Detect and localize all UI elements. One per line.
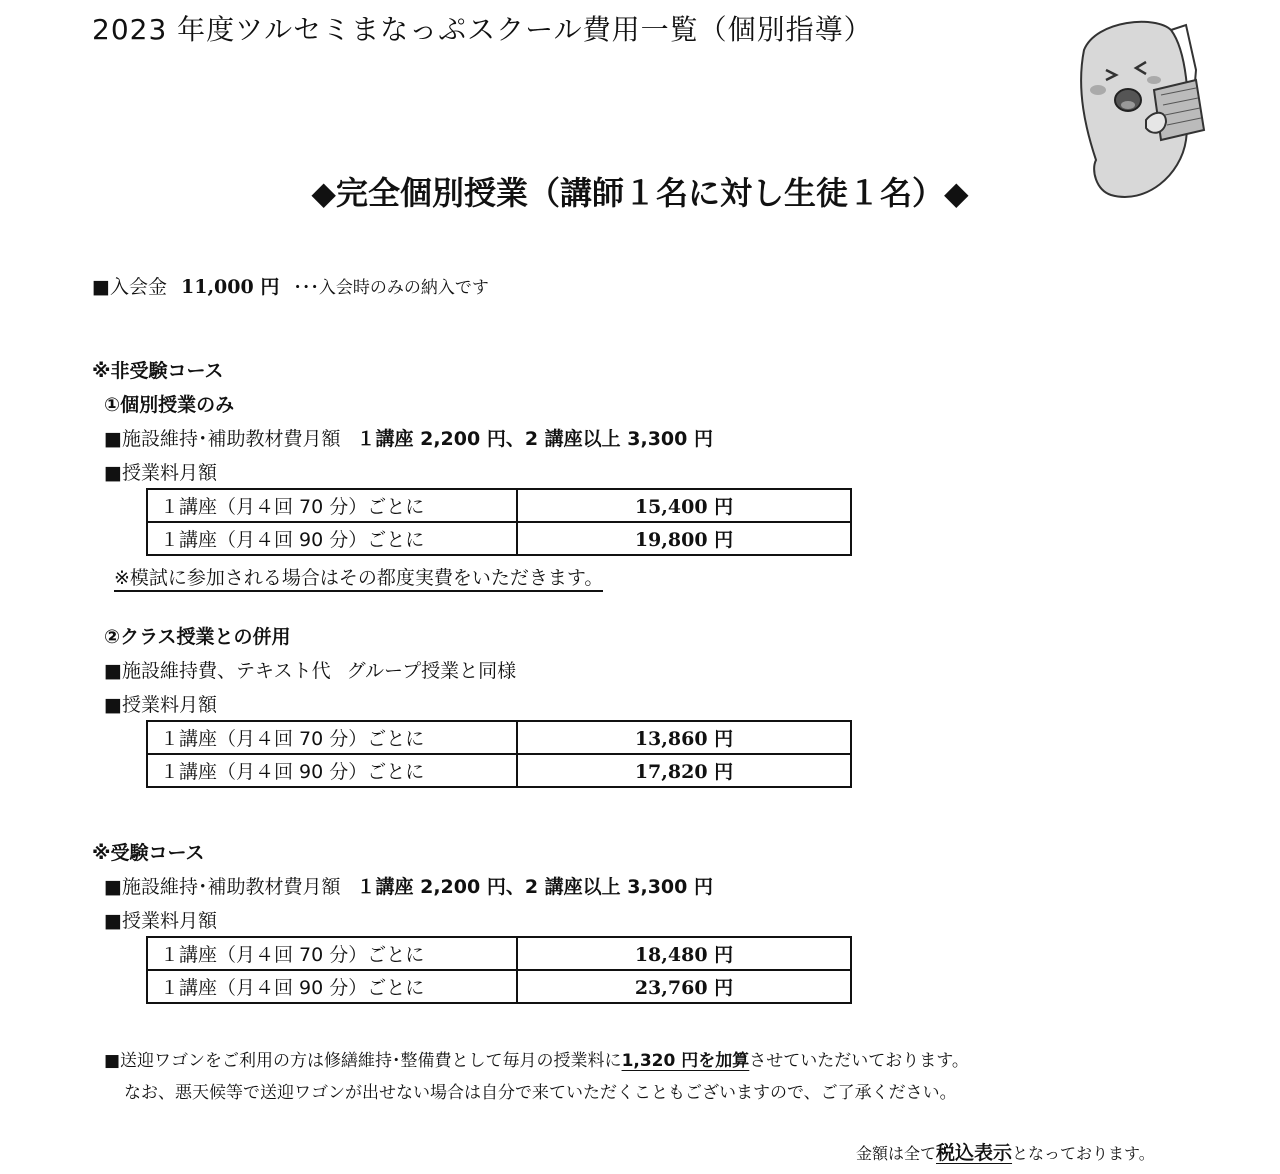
exam-facility-value: １講座 2,200 円、2 講座以上 3,300 円 — [356, 876, 713, 898]
individual-heading: ①個別授業のみ — [104, 394, 235, 416]
tax-note: 金額は全て税込表示となっております。 — [856, 1142, 1155, 1164]
table-row — [147, 522, 851, 555]
row-label: １講座（月４回 90 分）ごとに — [147, 522, 517, 555]
exam-fee-table — [146, 936, 852, 1004]
individual-tuition-label: ■授業料月額 — [104, 462, 217, 484]
individual-facility-value: １講座 2,200 円、2 講座以上 3,300 円 — [356, 428, 713, 450]
row-price: 15,400 円 — [517, 489, 851, 522]
row-price: 18,480 円 — [517, 937, 851, 970]
row-label: １講座（月４回 70 分）ごとに — [147, 721, 517, 754]
section-title: ◆完全個別授業（講師１名に対し生徒１名）◆ — [311, 174, 969, 212]
combined-facility-label: ■施設維持費、テキスト代 — [104, 660, 331, 682]
wagon-note-line2: なお、悪天候等で送迎ワゴンが出せない場合は自分で来ていただくこともございますので、ご了承ください。 — [124, 1083, 957, 1103]
row-label: １講座（月４回 90 分）ごとに — [147, 970, 517, 1003]
page-title: 2023 年度ツルセミまなっぷスクール費用一覧（個別指導） — [92, 13, 873, 46]
mock-exam-note: ※模試に参加される場合はその都度実費をいただきます。 — [114, 563, 603, 590]
wagon-note-line1: ■送迎ワゴンをご利用の方は修繕維持･整備費として毎月の授業料に1,320 円を加算させていただいております。 — [104, 1051, 969, 1071]
row-label: １講座（月４回 90 分）ごとに — [147, 754, 517, 787]
admission-label: ■入会金 — [92, 276, 167, 298]
exam-facility-line — [104, 872, 713, 899]
combined-facility-line — [104, 656, 516, 683]
row-label: １講座（月４回 70 分）ごとに — [147, 937, 517, 970]
individual-facility-label: ■施設維持･補助教材費月額 — [104, 428, 341, 450]
combined-tuition-label: ■授業料月額 — [104, 694, 217, 716]
admission-line — [92, 272, 489, 299]
table-row — [147, 970, 851, 1003]
admission-amount: 11,000 円 — [181, 276, 280, 298]
table-row — [147, 754, 851, 787]
admission-note: ･･･入会時のみの納入です — [293, 278, 489, 298]
row-label: １講座（月４回 70 分）ごとに — [147, 489, 517, 522]
table-row — [147, 937, 851, 970]
table-row — [147, 721, 851, 754]
tax-included-emphasis: 税込表示 — [936, 1142, 1013, 1164]
row-price: 13,860 円 — [517, 721, 851, 754]
individual-facility-line — [104, 424, 713, 451]
row-price: 23,760 円 — [517, 970, 851, 1003]
exam-facility-label: ■施設維持･補助教材費月額 — [104, 876, 341, 898]
individual-fee-table — [146, 488, 852, 556]
combined-heading: ②クラス授業との併用 — [104, 626, 291, 648]
non-exam-heading: ※非受験コース — [92, 360, 224, 382]
row-price: 17,820 円 — [517, 754, 851, 787]
combined-fee-table — [146, 720, 852, 788]
row-price: 19,800 円 — [517, 522, 851, 555]
exam-tuition-label: ■授業料月額 — [104, 910, 217, 932]
table-row — [147, 489, 851, 522]
wagon-surcharge: 1,320 円を加算 — [621, 1051, 750, 1071]
exam-heading: ※受験コース — [92, 842, 205, 864]
combined-facility-value: グループ授業と同様 — [346, 660, 517, 682]
